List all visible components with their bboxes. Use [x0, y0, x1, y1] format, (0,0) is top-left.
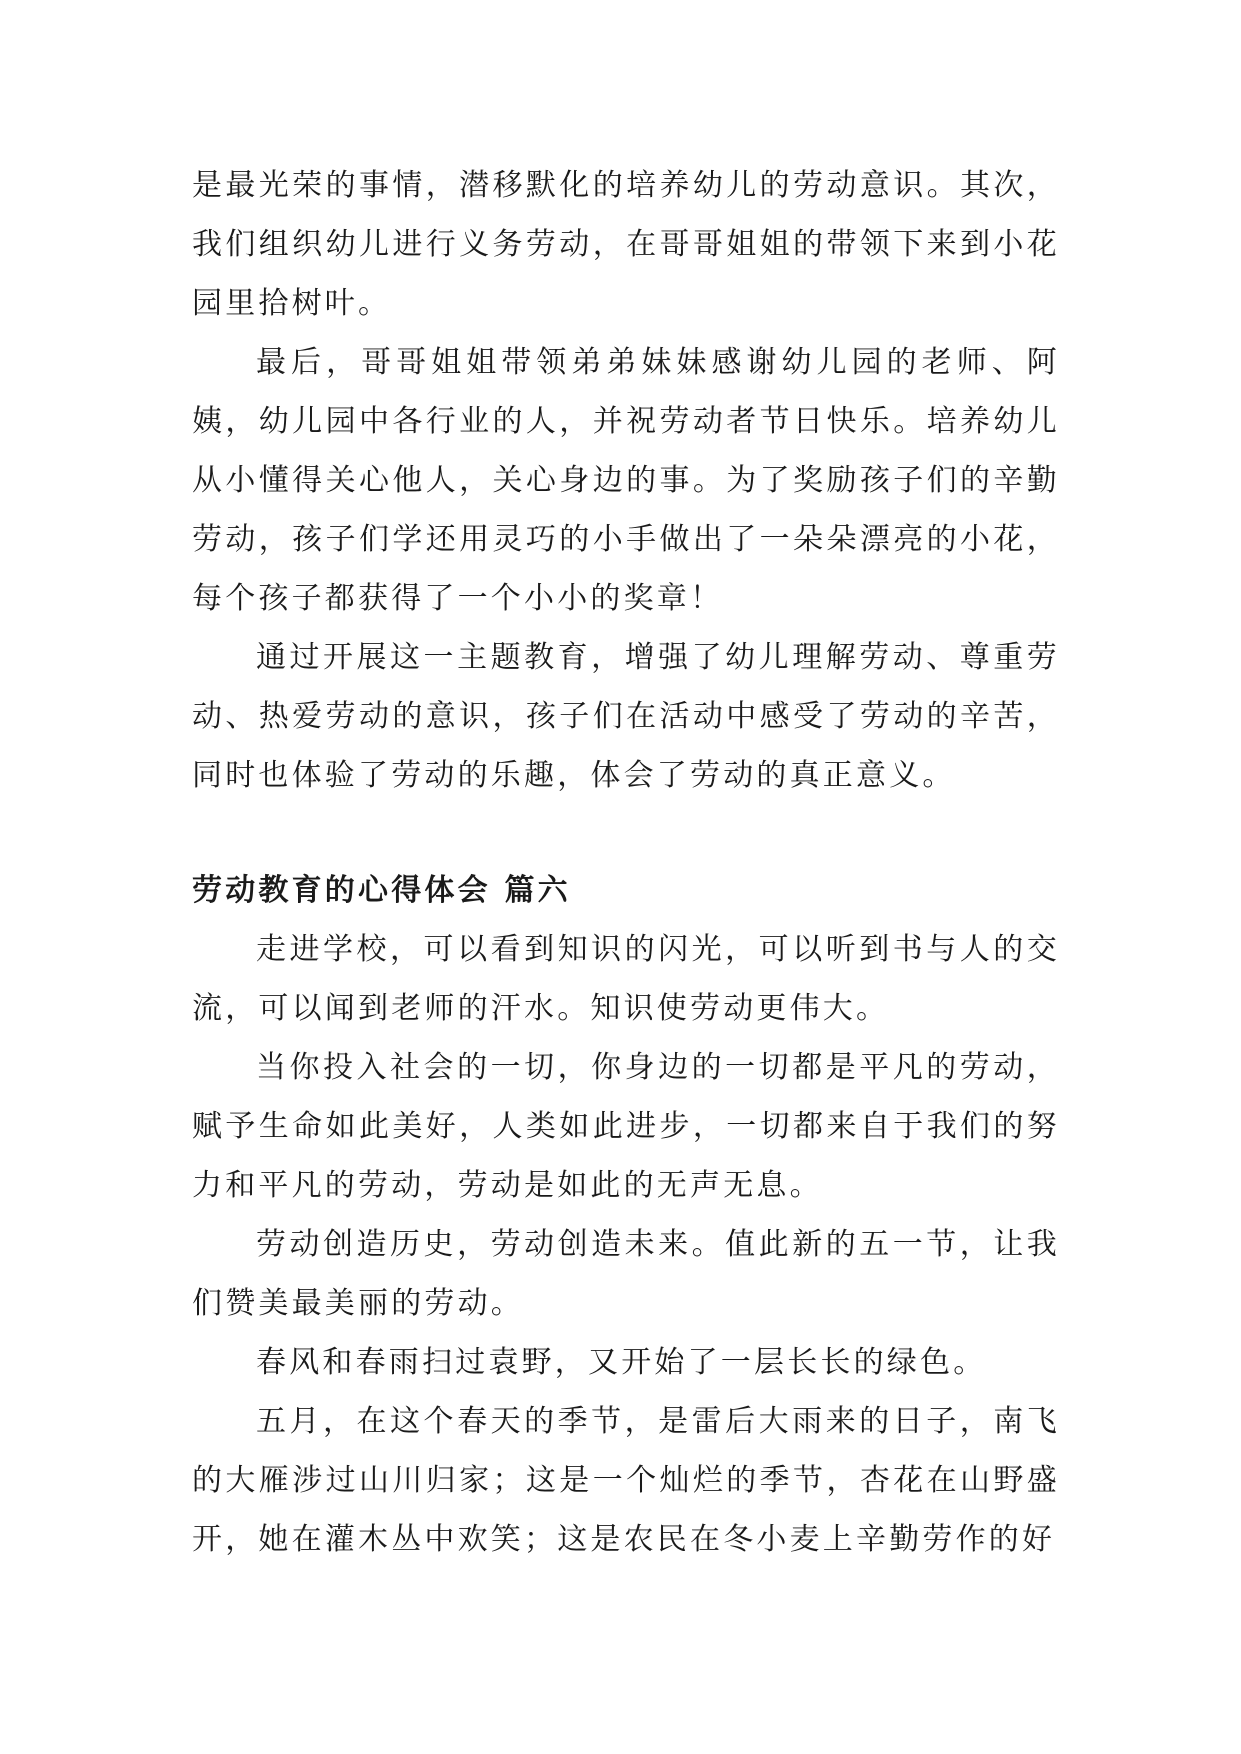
paragraph-society: 当你投入社会的一切，你身边的一切都是平凡的劳动，赋予生命如此美好，人类如此进步，一切都来自于我们的努力和平凡的劳动，劳动是如此的无声无息。: [192, 1050, 1060, 1203]
paragraph-conclusion: 通过开展这一主题教育，增强了幼儿理解劳动、尊重劳动、热爱劳动的意识，孩子们在活动中感受了劳动的辛苦，同时也体验了劳动的乐趣，体会了劳动的真正意义。: [192, 640, 1060, 793]
section-title: 劳动教育的心得体会 篇六: [192, 873, 571, 908]
paragraph-thanks: 最后，哥哥姐姐带领弟弟妹妹感谢幼儿园的老师、阿姨，幼儿园中各行业的人，并祝劳动者节日快乐。培养幼儿从小懂得关心他人，关心身边的事。为了奖励孩子们的辛勤劳动，孩子们学还用灵巧的小手做出了一朵朵漂亮的小花，每个孩子都获得了一个小小的奖章！: [192, 345, 1060, 616]
paragraph-school: 走进学校，可以看到知识的闪光，可以听到书与人的交流，可以闻到老师的汗水。知识使劳动更伟大。: [192, 932, 1060, 1026]
paragraph-may: 五月，在这个春天的季节，是雷后大雨来的日子，南飞的大雁涉过山川归家；这是一个灿烂的季节，杏花在山野盛开，她在灌木丛中欢笑；这是农民在冬小麦上辛勤劳作的好: [192, 1404, 1060, 1557]
paragraph-history: 劳动创造历史，劳动创造未来。值此新的五一节，让我们赞美最美丽的劳动。: [192, 1227, 1060, 1321]
paragraph-continuation: 是最光荣的事情，潜移默化的培养幼儿的劳动意识。其次，我们组织幼儿进行义务劳动，在哥哥姐姐的带领下来到小花园里拾树叶。: [192, 168, 1060, 321]
document-page: [192, 156, 1060, 1569]
paragraph-spring: 春风和春雨扫过袁野，又开始了一层长长的绿色。: [256, 1345, 987, 1380]
